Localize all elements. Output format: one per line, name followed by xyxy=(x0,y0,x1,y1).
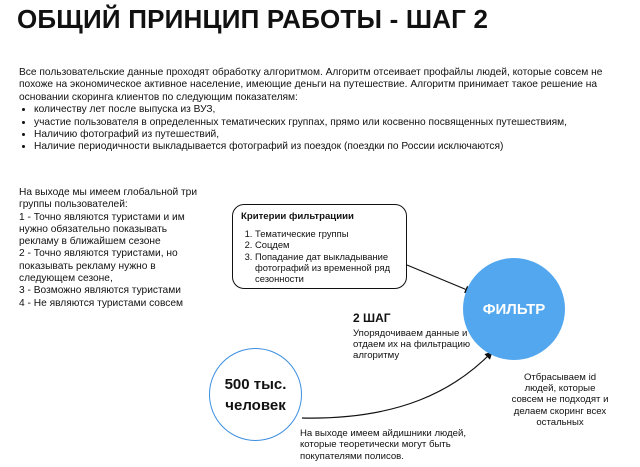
criteria-item: 3. Попадание дат выкладывание фотографий из временной ряд сезонности xyxy=(255,251,398,285)
intro-bullet: • Наличие периодичности выкладывается фотографий из поездок (поездки по России исключаются) xyxy=(34,141,619,153)
intro-bullet: • участие пользователя в определенных тематических группах, прямо или косвенно посвященных путешествиям, xyxy=(34,117,619,129)
criteria-list xyxy=(241,228,398,284)
criteria-title: Критерии фильтрациии xyxy=(241,211,354,222)
criteria-item: 1. Тематические группы xyxy=(255,228,398,239)
intro-bullet: • Наличию фотографий из путешествий, xyxy=(34,129,619,141)
people-count: 500 тыс. xyxy=(224,375,287,393)
discard-note: Отбрасываем id людей, которые совсем не подходят и делаем скоринг всех остальных xyxy=(511,372,609,428)
groups-line: 1 - Точно являются туристами и им нужно обязательно показывать рекламу в ближайшем сезоне xyxy=(19,211,185,248)
page-title: ОБЩИЙ ПРИНЦИП РАБОТЫ - ШАГ 2 xyxy=(17,4,489,34)
filter-node xyxy=(463,258,565,360)
intro-paragraph: Все пользовательские данные проходят обработку алгоритмом. Алгоритм отсеивает профайлы людей, которые совсем не похоже на экономическое активное население, имеющие деньги на путешествие. Алгоритм принимает такое решение на основании скоринга клиентов по следующим показателям: xyxy=(19,67,603,103)
groups-line: На выходе мы имеем глобальной три группы пользователей: xyxy=(19,187,198,211)
filter-label: ФИЛЬТР xyxy=(482,300,546,318)
output-note: На выходе имеем айдишники людей, которые теоретически могут быть покупателями полисов. xyxy=(300,428,466,462)
step2-description: Упорядочиваем данные и отдаем их на фильтрацию алгоритму xyxy=(353,328,471,362)
criteria-to-filter-arrow xyxy=(407,265,472,292)
people-unit: человек xyxy=(225,396,286,414)
groups-line: 4 - Не являются туристами совсем xyxy=(19,297,184,309)
step2-label: 2 ШАГ xyxy=(353,311,391,325)
criteria-item: 2. Соцдем xyxy=(255,239,398,250)
people-node xyxy=(209,348,302,441)
criteria-box xyxy=(232,204,407,289)
people-to-filter-arrow xyxy=(302,352,492,418)
intro-bullet: • количеству лет после выпуска из ВУЗ, xyxy=(34,104,619,116)
groups-line: 2 - Точно являются туристами, но показывать рекламу нужно в следующем сезоне, xyxy=(19,248,178,285)
groups-line: 3 - Возможно являются туристами xyxy=(19,285,181,297)
